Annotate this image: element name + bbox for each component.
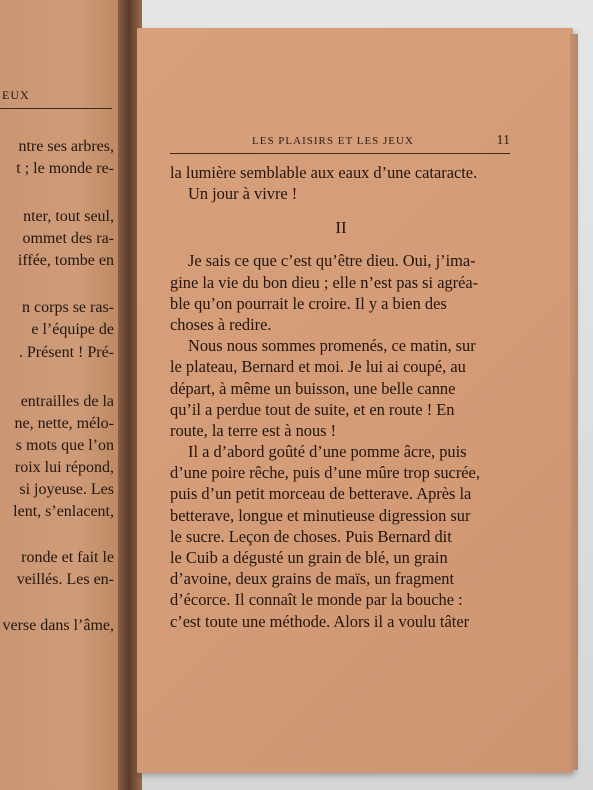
text-line: d’écorce. Il connaît le monde par la bouche : — [170, 590, 463, 610]
running-header — [170, 133, 510, 151]
left-text-line: nter, tout seul, — [23, 208, 114, 225]
left-page — [0, 0, 128, 790]
left-text-line: ne, nette, mélo- — [14, 415, 114, 432]
left-header-rule — [0, 108, 112, 109]
text-line: gine la vie du bon dieu ; elle n’est pas si agréa- — [170, 272, 479, 292]
left-page-header: EUX — [2, 88, 30, 102]
left-text-line: roix lui répond, — [14, 459, 114, 476]
text-line: puis d’un petit morceau de betterave. Après la — [170, 484, 472, 504]
text-line: d’avoine, deux grains de maïs, un fragment — [170, 569, 455, 589]
text-line: route, la terre est à nous ! — [170, 420, 337, 440]
right-page-text — [170, 162, 512, 632]
left-text-line: . Présent ! Pré- — [18, 344, 114, 361]
text-line: la lumière semblable aux eaux d’une cataracte. — [170, 163, 478, 182]
text-line: qu’il a perdue tout de suite, et en route ! En — [170, 399, 455, 419]
left-text-line: iffée, tombe en — [17, 252, 114, 269]
text-line: betterave, longue et minutieuse digression sur — [170, 505, 471, 525]
left-text-line: t ; le monde re- — [16, 160, 114, 177]
running-header-title: LES PLAISIRS ET LES JEUX — [252, 135, 414, 147]
opening-lines — [170, 162, 512, 204]
text-line: Il a d’abord goûté d’une pomme âcre, puis — [188, 442, 467, 462]
text-line: le plateau, Bernard et moi. Je lui ai coupé, au — [170, 357, 466, 377]
left-text-line: n corps se ras- — [22, 299, 114, 316]
paragraph-3 — [170, 441, 512, 632]
text-line: Nous nous sommes promenés, ce matin, sur — [188, 336, 476, 356]
text-line: choses à redire. — [170, 314, 272, 334]
left-text-line: veillés. Les en- — [16, 571, 114, 588]
page-edge — [570, 34, 578, 770]
text-line: Je sais ce que c’est qu’être dieu. Oui, j’ima- — [188, 251, 476, 271]
left-text-line: lent, s’enlacent, — [13, 503, 114, 520]
paragraph-2 — [170, 335, 512, 441]
text-line: le sucre. Leçon de choses. Puis Bernard dit — [170, 526, 452, 546]
paragraph-1 — [170, 250, 512, 335]
left-text-line: ommet des ra- — [22, 230, 114, 247]
left-text-line: ronde et fait le — [21, 549, 114, 566]
text-line: départ, à même un buisson, une belle canne — [170, 378, 456, 398]
left-text-line: si joyeuse. Les — [19, 481, 114, 498]
left-text-line: e l’équipe de — [31, 321, 114, 338]
left-text-line: ntre ses arbres, — [18, 138, 114, 155]
page-number: 11 — [496, 133, 510, 148]
text-line: c’est toute une méthode. Alors il a voulu tâter — [170, 611, 470, 631]
left-text-line: entrailles de la — [20, 393, 114, 410]
text-line: d’une poire rêche, puis d’une mûre trop sucrée, — [170, 463, 480, 483]
text-line: ble qu’on pourrait le croire. Il y a bien des — [170, 293, 447, 313]
left-text-line: verse dans l’âme, — [2, 617, 114, 634]
chapter-heading: II — [335, 218, 347, 238]
header-rule — [170, 153, 510, 154]
text-line: Un jour à vivre ! — [188, 184, 298, 204]
left-text-line: s mots que l’on — [15, 437, 114, 454]
left-page-text — [0, 0, 118, 790]
text-line: le Cuib a dégusté un grain de blé, un grain — [170, 548, 448, 567]
